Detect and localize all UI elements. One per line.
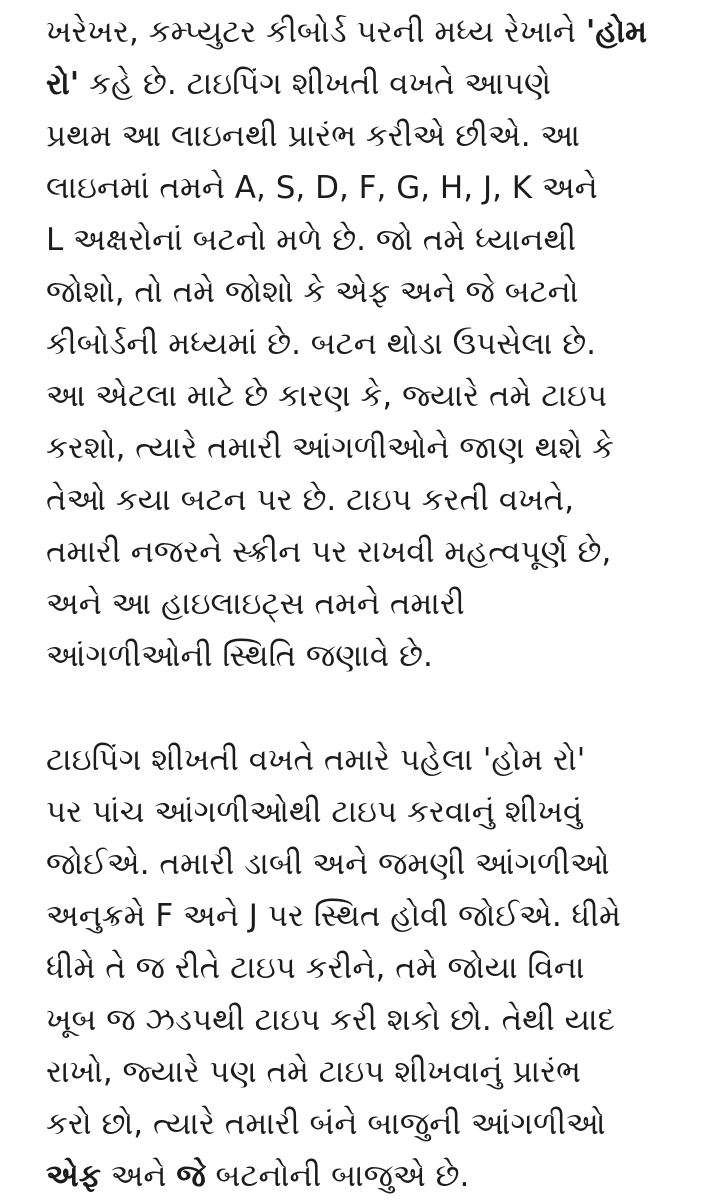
text-run: આ એટલા માટે છે કારણ કે, જ્યારે તમે ટાઇપ	[46, 378, 607, 414]
bold-text: રો'	[46, 66, 80, 102]
text-line	[46, 58, 680, 110]
text-run: ખરેખર, કમ્પ્યુટર કીબોર્ડ પરની મધ્ય રેખાને	[46, 14, 586, 50]
text-run: બટનોની બાજુએ છે.	[205, 1158, 470, 1194]
text-run: જોઈએ. તમારી ડાબી અને જમણી આંગળીઓ	[46, 846, 610, 882]
text-line	[46, 994, 680, 1046]
text-run: જોશો, તો તમે જોશો કે એફ અને જે બટનો	[46, 274, 579, 310]
text-run: લાઇનમાં તમને A, S, D, F, G, H, J, K અને	[46, 170, 598, 206]
bold-text: જે	[176, 1158, 206, 1194]
text-run: કરશો, ત્યારે તમારી આંગળીઓને જાણ થશે કે	[46, 430, 614, 466]
text-line	[46, 110, 680, 162]
text-line	[46, 266, 680, 318]
text-run: પર પાંચ આંગળીઓથી ટાઇપ કરવાનું શીખવું	[46, 794, 583, 830]
text-line	[46, 734, 680, 786]
text-line	[46, 630, 680, 682]
text-line	[46, 370, 680, 422]
text-run: ટાઇપિંગ શીખતી વખતે તમારે પહેલા 'હોમ રો'	[46, 742, 586, 778]
text-line	[46, 162, 680, 214]
text-run: અને આ હાઇલાઇટ્સ તમને તમારી	[46, 586, 465, 622]
text-line	[46, 1098, 680, 1150]
text-run: પ્રથમ આ લાઇનથી પ્રારંભ કરીએ છીએ. આ	[46, 118, 580, 154]
text-run: તેઓ કયા બટન પર છે. ટાઇપ કરતી વખતે,	[46, 482, 575, 518]
text-run: આંગળીઓની સ્થિતિ જણાવે છે.	[46, 638, 433, 674]
text-line	[46, 578, 680, 630]
text-run: અનુક્રમે F અને J પર સ્થિત હોવી જોઈએ. ધીમે	[46, 898, 621, 934]
text-line	[46, 1150, 680, 1202]
text-line	[46, 474, 680, 526]
text-line	[46, 942, 680, 994]
text-run: કીબોર્ડની મધ્યમાં છે. બટન થોડા ઉપસેલા છે.	[46, 326, 597, 362]
text-run: અને	[100, 1158, 177, 1194]
text-line	[46, 6, 680, 58]
text-line	[46, 786, 680, 838]
text-line	[46, 526, 680, 578]
text-line	[46, 1046, 680, 1098]
text-run: રાખો, જ્યારે પણ તમે ટાઇપ શીખવાનું પ્રારંભ	[46, 1054, 581, 1090]
bold-text: એફ	[46, 1158, 101, 1194]
text-line	[46, 318, 680, 370]
text-run: કરો છો, ત્યારે તમારી બંને બાજુની આંગળીઓ	[46, 1106, 606, 1142]
text-line	[46, 890, 680, 942]
text-line	[46, 214, 680, 266]
bold-text: 'હોમ	[585, 14, 648, 50]
article-paragraph	[46, 6, 680, 682]
text-line	[46, 422, 680, 474]
text-line	[46, 838, 680, 890]
text-run: કહે છે. ટાઇપિંગ શીખતી વખતે આપણે	[79, 66, 552, 102]
text-run: તમારી નજરને સ્ક્રીન પર રાખવી મહત્વપૂર્ણ છે,	[46, 534, 612, 570]
text-run: ખૂબ જ ઝડપથી ટાઇપ કરી શકો છો. તેથી યાદ	[46, 1002, 615, 1038]
article-paragraph	[46, 734, 680, 1202]
text-run: ધીમે તે જ રીતે ટાઇપ કરીને, તમે જોયા વિના	[46, 950, 585, 986]
article-body	[46, 6, 680, 1202]
text-run: L અક્ષરોનાં બટનો મળે છે. જો તમે ધ્યાનથી	[46, 222, 577, 258]
